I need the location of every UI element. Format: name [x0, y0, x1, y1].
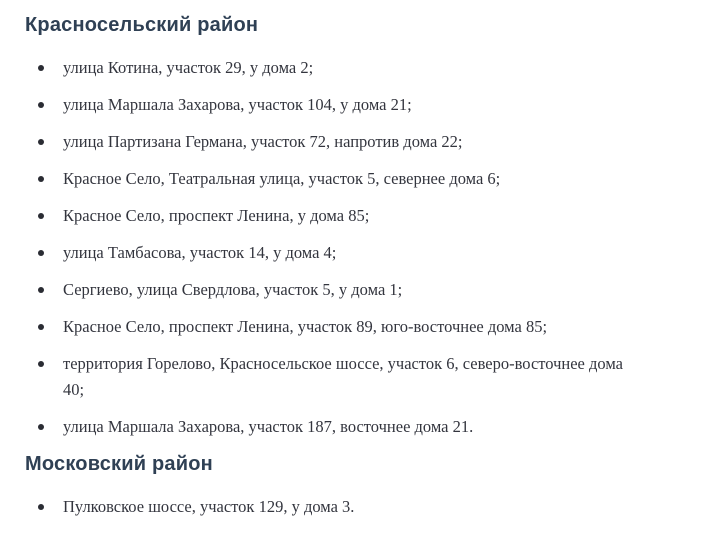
list-item [25, 494, 676, 520]
list-item-text: Красное Село, проспект Ленина, участок 89, юго-восточнее дома 85; [63, 317, 548, 336]
list-item-text: улица Маршала Захарова, участок 104, у дома 21; [63, 95, 412, 114]
list-item-text: улица Котина, участок 29, у дома 2; [63, 58, 314, 77]
list-item-text: улица Маршала Захарова, участок 187, восточнее дома 21. [63, 417, 474, 436]
list-item-text: Красное Село, проспект Ленина, у дома 85; [63, 206, 370, 225]
bullet-icon [38, 504, 44, 510]
bullet-icon [38, 176, 44, 182]
bullet-icon [38, 324, 44, 330]
list-item-text: Сергиево, улица Свердлова, участок 5, у дома 1; [63, 280, 403, 299]
bullet-icon [38, 287, 44, 293]
list-item [25, 92, 676, 118]
section-title-moskovsky: Московский район [25, 453, 213, 475]
list-item-text: улица Тамбасова, участок 14, у дома 4; [63, 243, 337, 262]
list-item [25, 55, 676, 81]
list-item [25, 351, 676, 403]
list-item [25, 166, 676, 192]
list-item [25, 129, 676, 155]
list-item [25, 277, 676, 303]
bullet-icon [38, 139, 44, 145]
list-item [25, 240, 676, 266]
bullet-icon [38, 361, 44, 367]
list-item-text: Красное Село, Театральная улица, участок 5, севернее дома 6; [63, 169, 501, 188]
bullet-icon [38, 424, 44, 430]
list-item-text: территория Горелово, Красносельское шоссе, участок 6, северо-восточнее дома 40; [63, 354, 623, 399]
list-item-text: Пулковское шоссе, участок 129, у дома 3. [63, 497, 355, 516]
list-item [25, 314, 676, 340]
bullet-icon [38, 65, 44, 71]
bullet-icon [38, 250, 44, 256]
address-list-moskovsky [25, 494, 676, 520]
section-title-krasnoselsky: Красносельский район [25, 14, 259, 36]
list-item-text: улица Партизана Германа, участок 72, напротив дома 22; [63, 132, 463, 151]
list-item [25, 414, 676, 440]
address-list-krasnoselsky [25, 55, 676, 440]
bullet-icon [38, 102, 44, 108]
bullet-icon [38, 213, 44, 219]
list-item [25, 203, 676, 229]
